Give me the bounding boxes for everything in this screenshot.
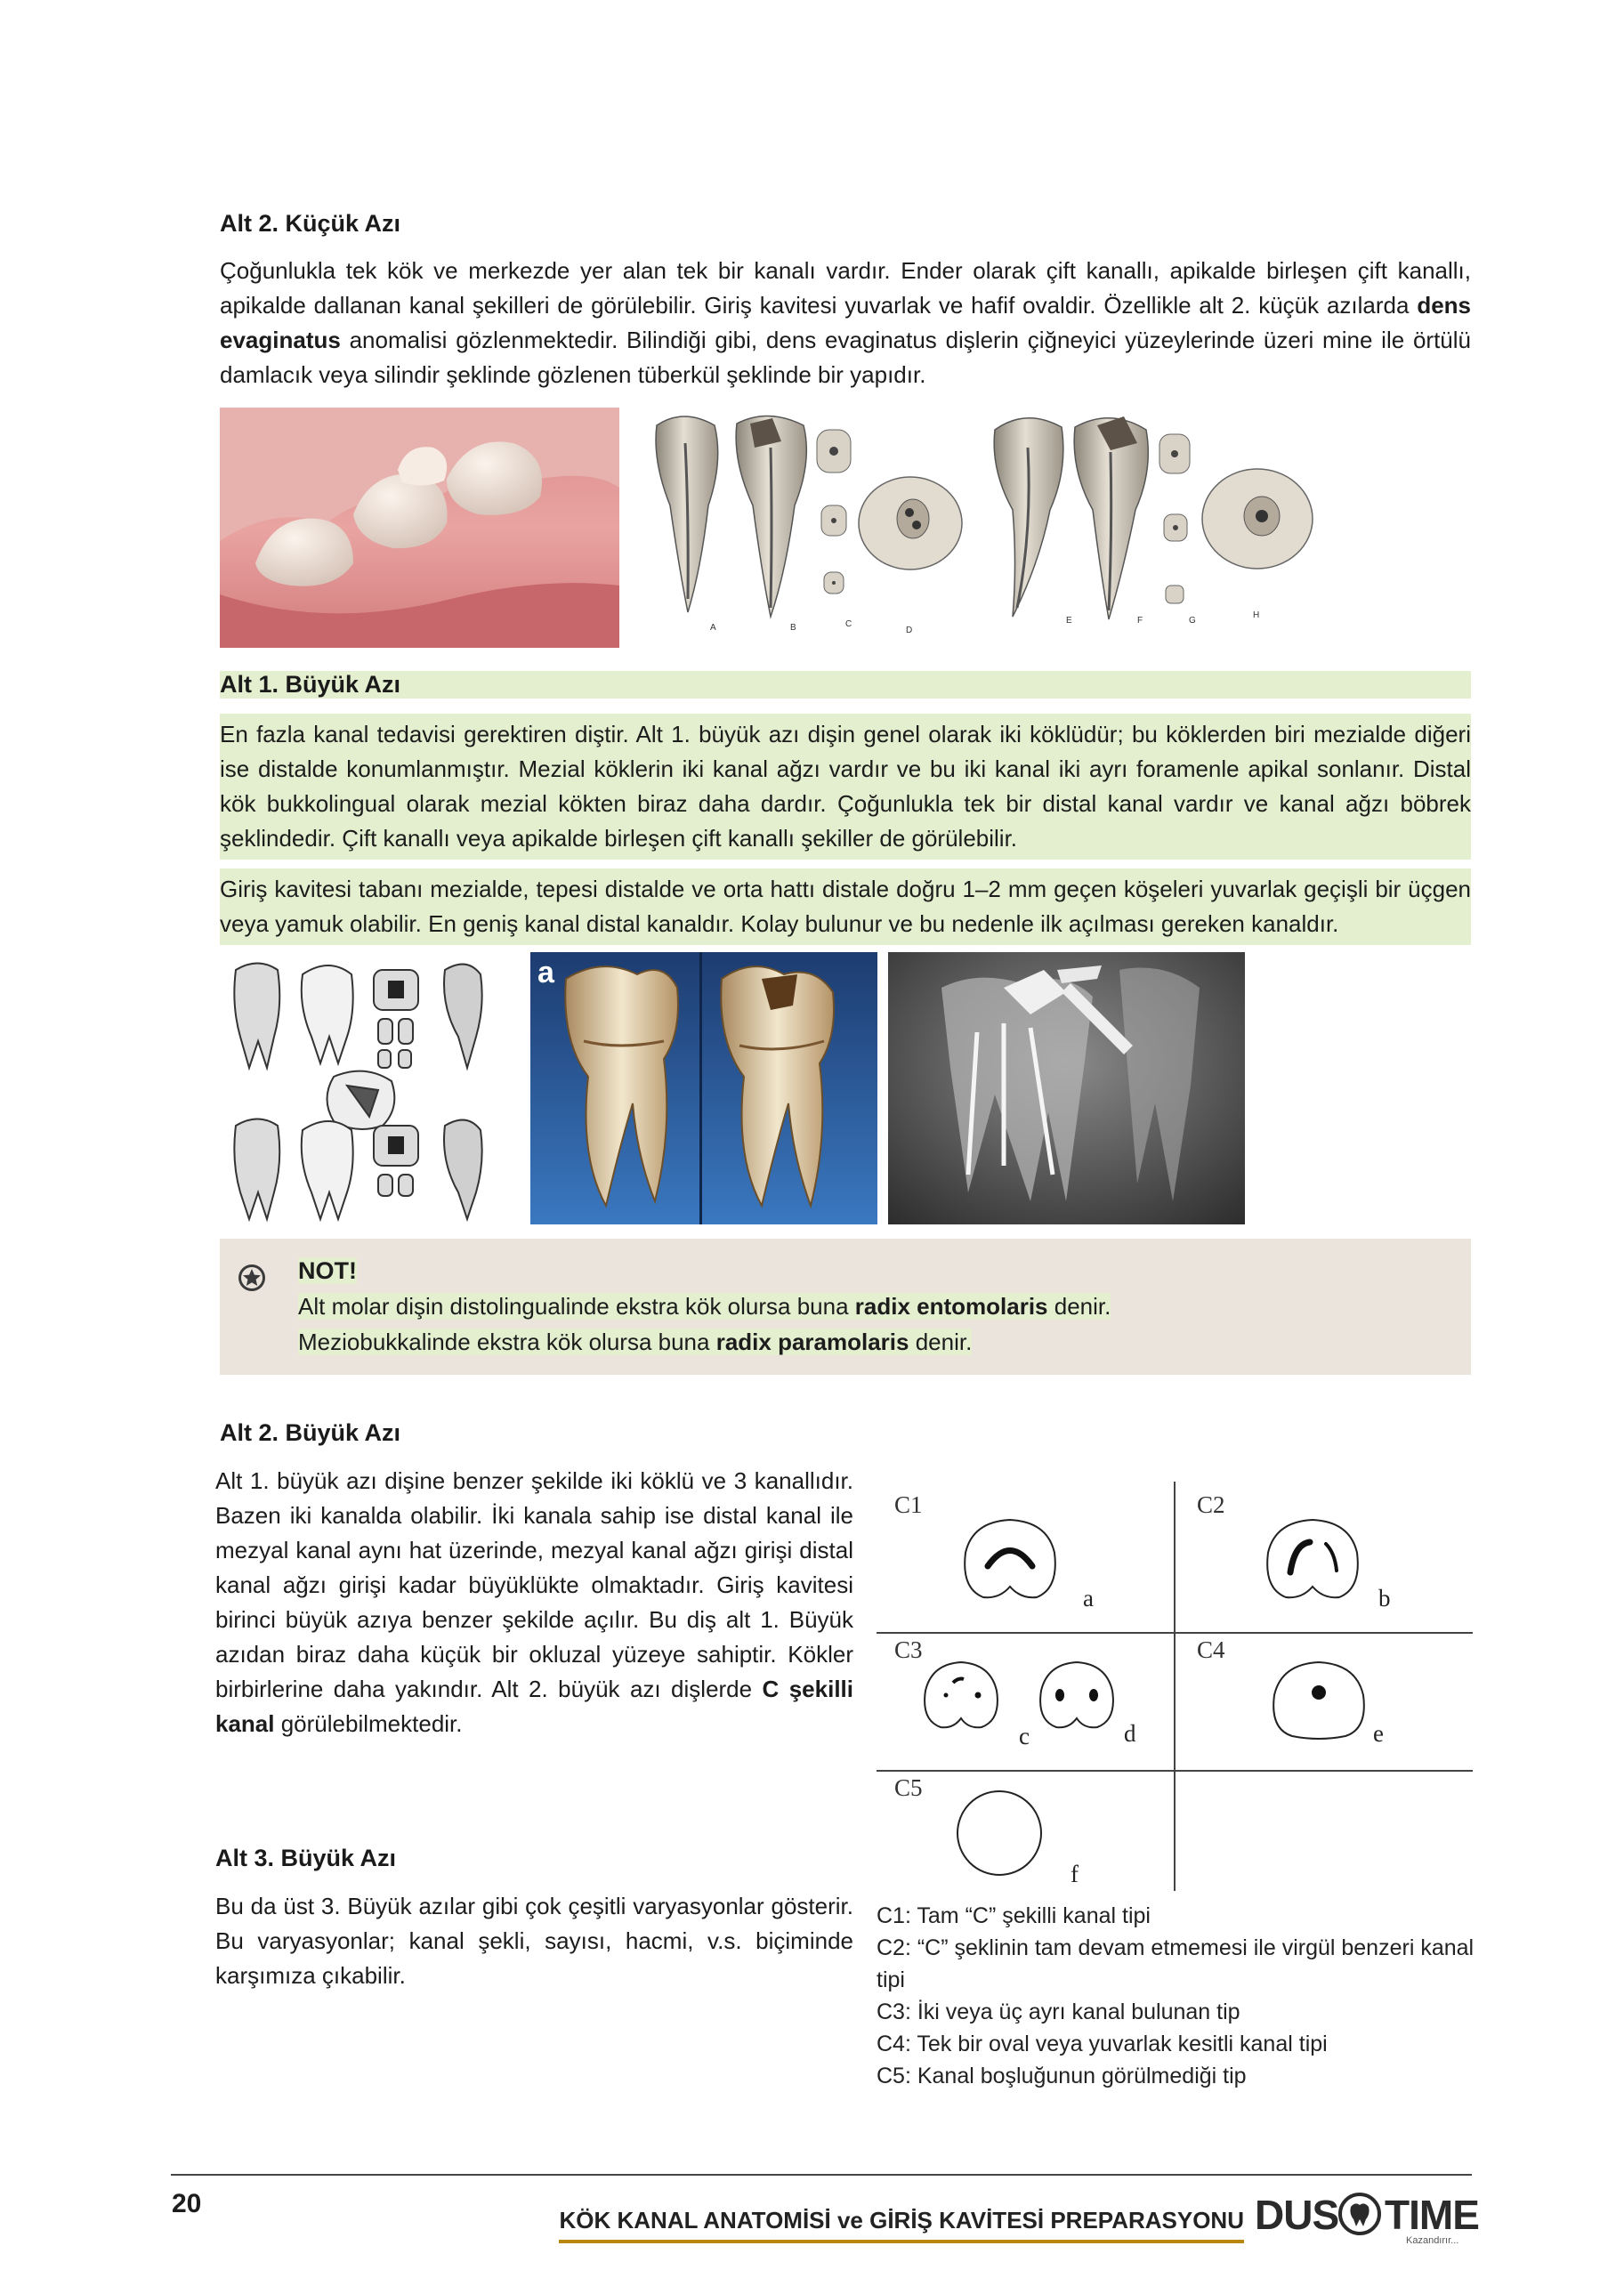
caption-c5: C5: Kanal boşluğunun görülmediği tip <box>877 2064 1247 2088</box>
bold-term-c-shaped-canal: C şekilli kanal <box>215 1676 853 1737</box>
type-label-c4: C4 <box>1197 1636 1225 1663</box>
type-label-c2: C2 <box>1197 1491 1225 1518</box>
logo-text-time: TIME <box>1385 2192 1479 2238</box>
caption-c1: C1: Tam “C” şekilli kanal tipi <box>877 1903 1151 1928</box>
dustime-logo <box>1255 2187 1477 2250</box>
logo-text-dus: DUS <box>1255 2192 1339 2238</box>
paragraph-lower-second-premolar <box>220 254 1471 392</box>
letter-f: f <box>1071 1861 1079 1887</box>
letter-b: b <box>1378 1585 1391 1612</box>
section-heading-lower-second-molar: Alt 2. Büyük Azı <box>220 1419 401 1446</box>
bold-term-radix-paramolaris: radix paramolaris <box>715 1329 909 1355</box>
figure-label-h: H <box>1253 610 1260 620</box>
note-line-2 <box>298 1329 972 1355</box>
type-label-c1: C1 <box>894 1491 923 1518</box>
bold-term-radix-entomolaris: radix entomolaris <box>854 1293 1048 1320</box>
bold-term-dens-evaginatus: dens evaginatus <box>220 292 1471 353</box>
intraoral-photo <box>220 408 619 648</box>
paragraph-text: Alt 1. büyük azı dişine benzer şekilde iki köklü ve 3 kanallıdır. Bazen iki kanalda olabilir. İki kanala sahip ise distal kanal ile mezyal kanal aynı hat üzerinde, mezyal kanal ağzı girişi distal kanal ağzı girişi kadar büyüklükte olmaktadır. Giriş kavitesi birinci büyük azıya benzer şekilde açılır. Bu diş alt 1. Büyük azıdan biraz daha küçük bir okluzal yüzeye sahiptir. Kökler birbirlerine daha yakındır. Alt 2. büyük azı dişlerde <box>215 1467 853 1702</box>
note-text: Meziobukkalinde ekstra kök olursa buna <box>298 1329 716 1355</box>
caption-c4: C4: Tek bir oval veya yuvarlak kesitli kanal tipi <box>877 2032 1328 2056</box>
note-text: denir. <box>909 1329 973 1355</box>
letter-a: a <box>1083 1585 1094 1612</box>
footer-chapter-title: KÖK KANAL ANATOMİSİ ve GİRİŞ KAVİTESİ PREPARASYONU <box>559 2207 1244 2243</box>
note-line-1 <box>298 1293 1111 1320</box>
figure-label-c: C <box>845 619 852 629</box>
note-text: denir. <box>1047 1293 1111 1320</box>
figure-label-b: B <box>790 623 796 633</box>
note-text: Alt molar dişin distolingualinde ekstra kök olursa buna <box>298 1293 855 1320</box>
type-label-c5: C5 <box>894 1774 923 1801</box>
letter-e: e <box>1373 1720 1384 1747</box>
figure-label-d: D <box>906 626 913 635</box>
paragraph-lower-first-molar-2: Giriş kavitesi tabanı mezialde, tepesi distalde ve orta hattı distale doğru 1–2 mm geçen köşeleri yuvarlak geçişli bir üçgen veya yamuk olabilir. En geniş kanal distal kanaldır. Kolay bulunur ve bu nedenle ilk açılması gereken kanaldır. <box>220 868 1471 945</box>
section-heading-lower-second-premolar: Alt 2. Küçük Azı <box>220 210 401 237</box>
paragraph-text: Çoğunlukla tek kök ve merkezde yer alan tek bir kanalı vardır. Ender olarak çift kanallı, apikalde birleşen çift kanallı, apikalde dallanan kanal şekilleri de görülebilir. Giriş kavitesi yuvarlak ve hafif ovaldir. Özellikle alt 2. küçük azılarda <box>220 257 1471 319</box>
tooth-logo-icon <box>1338 2193 1381 2235</box>
note-box <box>220 1239 1471 1375</box>
section-heading-lower-third-molar: Alt 3. Büyük Azı <box>215 1845 397 1871</box>
page-number: 20 <box>172 2189 202 2218</box>
premolar-anatomy-diagram <box>639 408 1324 641</box>
figure-label-f: F <box>1137 616 1143 626</box>
c-shaped-canal-classification-diagram <box>877 1482 1473 1891</box>
radiograph-image <box>888 952 1245 1224</box>
paragraph-lower-second-molar <box>215 1464 853 1741</box>
extracted-molar-photo <box>530 952 877 1224</box>
note-title: NOT! <box>298 1257 357 1284</box>
letter-c: c <box>1019 1723 1030 1749</box>
letter-d: d <box>1124 1720 1136 1747</box>
type-label-c3: C3 <box>894 1636 923 1663</box>
section-heading-lower-first-molar: Alt 1. Büyük Azı <box>220 671 1471 699</box>
caption-c3: C3: İki veya üç ayrı kanal bulunan tip <box>877 1999 1240 2024</box>
footer-divider <box>171 2174 1472 2176</box>
star-badge-icon <box>238 1264 266 1292</box>
paragraph-lower-third-molar: Bu da üst 3. Büyük azılar gibi çok çeşitli varyasyonlar gösterir. Bu varyasyonlar; kanal şekli, sayısı, hacmi, v.s. biçiminde karşımıza çıkabilir. <box>215 1893 853 1989</box>
figure-label-g: G <box>1189 616 1196 626</box>
paragraph-text: görülebilmektedir. <box>274 1710 463 1737</box>
paragraph-lower-first-molar-1: En fazla kanal tedavisi gerektiren diştir. Alt 1. büyük azı dişin genel olarak iki köklüdür; bu köklerden biri mezialde diğeri ise distalde konumlanmıştır. Mezial köklerin iki kanal ağzı vardır ve bu iki kanal iki ayrı foramenle apikal sonlanır. Distal kök bukkolingual olarak mezial kökten biraz daha dardır. Çoğunlukla tek bir distal kanal vardır ve kanal ağzı böbrek şeklindedir. Çift kanallı veya apikalde birleşen çift kanallı şekiller de görülebilir. <box>220 714 1471 860</box>
logo-tagline: Kazandırır... <box>1406 2235 1459 2246</box>
figure-label-a: A <box>710 623 716 633</box>
molar-anatomy-drawings <box>222 952 489 1224</box>
caption-c2: C2: “C” şeklinin tam devam etmemesi ile virgül benzeri kanal tipi <box>877 1935 1475 1992</box>
paragraph-text: anomalisi gözlenmektedir. Bilindiği gibi, dens evaginatus dişlerin çiğneyici yüzeylerinde üzeri mine ile örtülü damlacık veya silindir şeklinde gözlenen tüberkül şeklinde bir yapıdır. <box>220 327 1471 388</box>
photo-panel-label: a <box>537 956 554 990</box>
figure-label-e: E <box>1066 616 1072 626</box>
c-shape-captions <box>877 1900 1482 2092</box>
